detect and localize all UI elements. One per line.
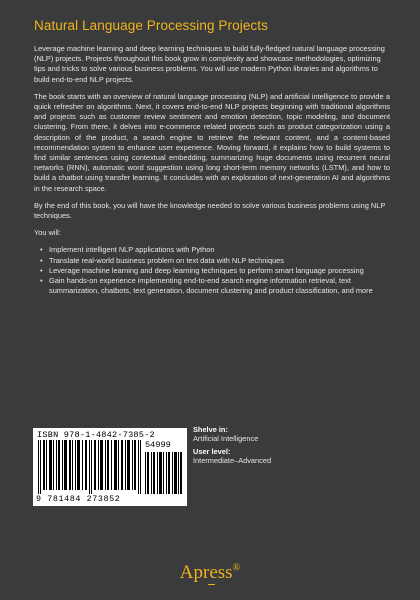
- registered-mark: ®: [232, 562, 241, 574]
- ean-bars-graphic: [38, 440, 142, 494]
- you-will-label: You will:: [34, 228, 61, 238]
- logo-underline: [208, 584, 215, 585]
- publisher-name: Apress: [179, 562, 233, 583]
- list-item: • Gain hands-on experience implementing end-to-end search engine information retrieval, text summarization, chatbots, text generation, document clustering and product classification, and more: [43, 276, 390, 296]
- overview-paragraph: The book starts with an overview of natural language processing (NLP) and artificial intelligence to provide a quick refresher on algorithms. Next, it covers end-to-end NLP projects beginning with traditional algorithms and projects such as customer review sentiment and emotion detection, topic modeling, and document clustering. From there, it delves into e-commerce related projects such as product categorization using a description of the product, a search engine to retrieve the relevant content, and a content-based recommendation system to enhance user experience. Moving forward, it explains how to build systems to find similar sentences using contextual embedding, summarizing huge documents using recurrent neural networks (RNN), automatic word suggestion using long short-term memory networks (LSTM), and how to build a chatbot using transfer learning. It concludes with an exploration of next-generation AI and algorithms in the research space.: [34, 91, 390, 193]
- user-level-label: User level:: [193, 446, 231, 456]
- isbn-barcode: [33, 428, 187, 506]
- shelving-info: [193, 425, 271, 466]
- book-title: Natural Language Processing Projects: [34, 18, 268, 33]
- addon-bars-graphic: [145, 452, 183, 494]
- outcome-paragraph: By the end of this book, you will have the knowledge needed to solve various business problems using NLP techniques.: [34, 200, 386, 221]
- learning-list: [34, 245, 390, 296]
- list-item: • Translate real-world business problem on text data with NLP techniques: [43, 256, 390, 266]
- isbn-text: ISBN 978-1-4842-7385-2: [37, 430, 155, 440]
- barcode-number: 9 781484 273852: [36, 494, 121, 504]
- list-item: • Implement intelligent NLP applications with Python: [43, 245, 390, 255]
- user-level-value: Intermediate–Advanced: [193, 456, 272, 466]
- shelve-category: Artificial Intelligence: [193, 434, 259, 444]
- intro-paragraph: Leverage machine learning and deep learning techniques to build fully-fledged natural language processing (NLP) projects. Projects throughout this book grow in complexity and showcase methodologies, optimizing tips and tricks to solve various business problems. You will use modern Python libraries and algorithms to build end-to-end NLP projects.: [34, 44, 385, 84]
- shelve-label: Shelve in:: [193, 425, 228, 434]
- description-block: [34, 44, 390, 296]
- publisher-logo: [0, 562, 420, 584]
- price-code: 54999: [145, 440, 171, 450]
- list-item: • Leverage machine learning and deep learning techniques to perform smart language processing: [43, 266, 390, 276]
